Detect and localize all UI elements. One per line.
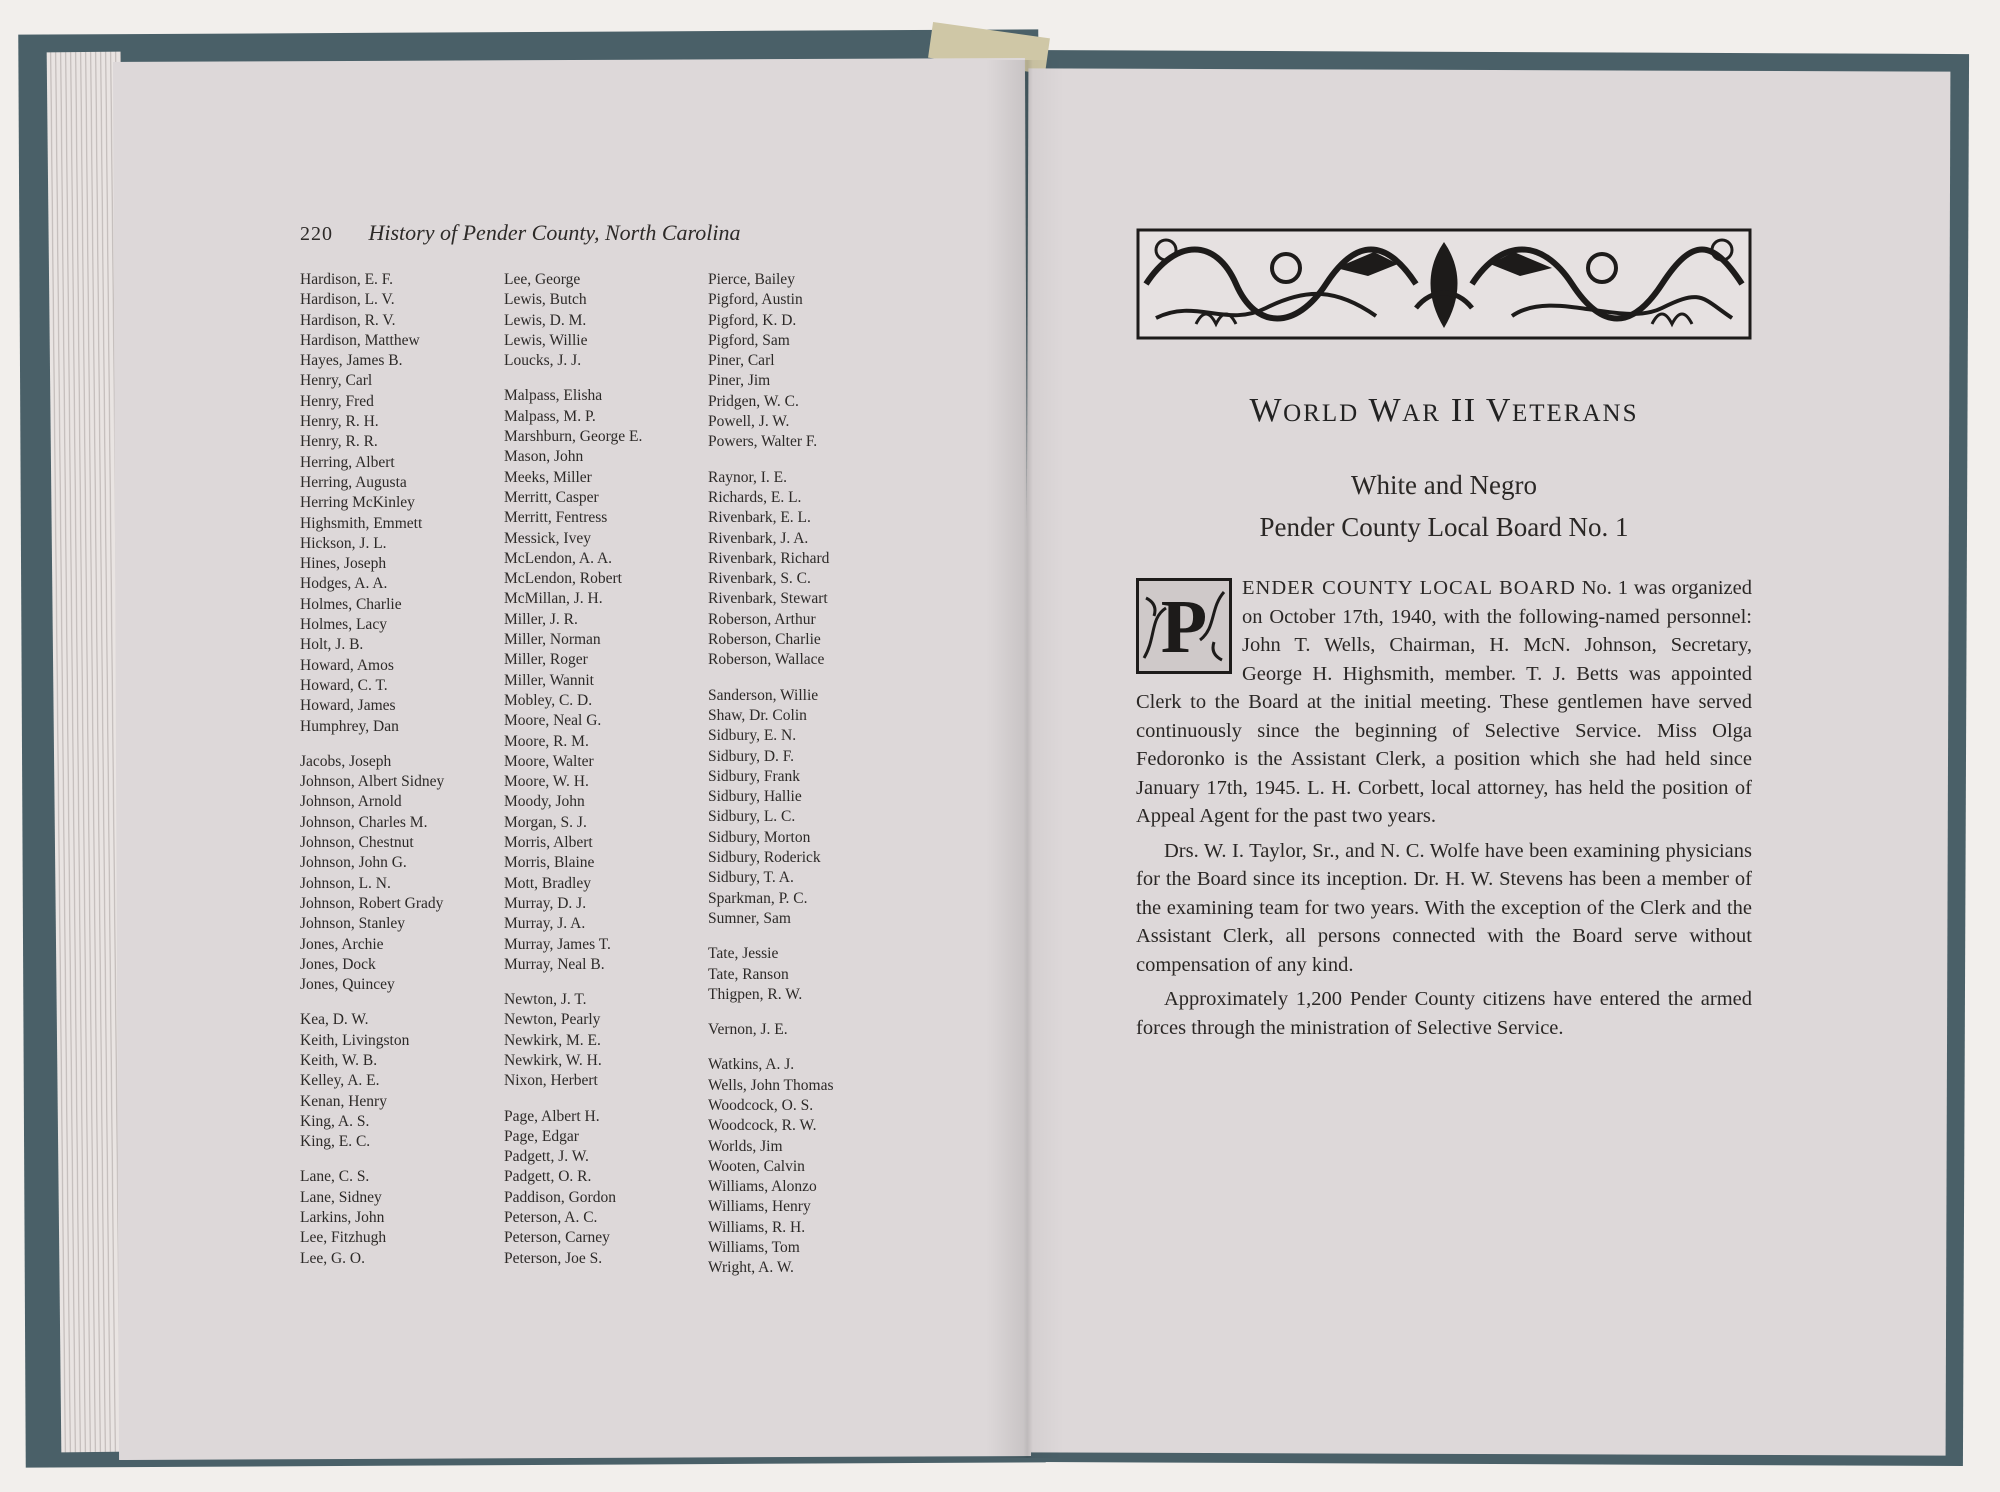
veteran-name: Lee, George <box>504 271 581 288</box>
veteran-name: Johnson, John G. <box>300 854 407 872</box>
chapter-title: WORLD WAR II VETERANS <box>1249 392 1639 429</box>
veteran-name: Malpass, M. P. <box>504 407 596 425</box>
veteran-name: Hardison, E. F. <box>300 271 394 288</box>
veteran-name: Meeks, Miller <box>504 468 592 486</box>
veteran-name: Miller, Roger <box>504 651 588 669</box>
name-column-2 <box>504 270 642 1269</box>
veteran-name: Johnson, Albert Sidney <box>300 773 445 791</box>
veteran-name: Herring, Albert <box>300 453 395 471</box>
veteran-name: Hickson, J. L. <box>300 534 387 552</box>
veteran-name: Mason, John <box>504 448 584 466</box>
veteran-name: Jacobs, Joseph <box>300 752 392 770</box>
veteran-name: Paddison, Gordon <box>504 1188 616 1206</box>
list-gap <box>504 371 642 386</box>
veteran-name: Murray, J. A. <box>504 915 586 933</box>
veteran-name: Murray, James T. <box>504 935 611 953</box>
veteran-name: Merritt, Casper <box>504 488 599 506</box>
veteran-name: Raynor, I. E. <box>708 468 788 486</box>
subtitle-line-1: White and Negro <box>1351 470 1537 500</box>
veteran-name: Sidbury, Morton <box>708 828 811 846</box>
veteran-name: Piner, Carl <box>708 352 775 370</box>
veteran-name: Miller, Norman <box>504 631 601 649</box>
book-gutter <box>986 60 1064 1458</box>
veteran-name: Sidbury, E. N. <box>708 727 797 745</box>
list-gap <box>504 975 642 990</box>
veteran-name: Morris, Blaine <box>504 854 595 872</box>
veteran-name: Mobley, C. D. <box>504 691 593 709</box>
list-gap <box>300 995 444 1010</box>
veteran-name: Henry, Fred <box>300 392 374 410</box>
veteran-name: Sanderson, Willie <box>708 686 819 704</box>
veteran-name: Roberson, Wallace <box>708 651 825 669</box>
veteran-name: Murray, D. J. <box>504 894 587 912</box>
veteran-name: Williams, Alonzo <box>708 1178 817 1196</box>
veteran-name: Pridgen, W. C. <box>708 392 799 410</box>
veteran-name: Henry, R. H. <box>300 413 379 431</box>
veteran-name: Hardison, Matthew <box>300 331 420 349</box>
veteran-name: Johnson, Chestnut <box>300 834 414 852</box>
list-gap <box>708 671 833 686</box>
veteran-name: Hayes, James B. <box>300 352 403 370</box>
veteran-name: Morris, Albert <box>504 834 593 852</box>
veteran-name: Moore, Neal G. <box>504 712 602 730</box>
veteran-name: Wells, John Thomas <box>708 1076 834 1094</box>
veteran-name: Loucks, J. J. <box>504 352 582 370</box>
veteran-name: Pigford, K. D. <box>708 311 797 329</box>
veteran-name: Shaw, Dr. Colin <box>708 706 807 724</box>
veteran-name: Jones, Quincey <box>300 976 395 994</box>
veteran-name: Thigpen, R. W. <box>708 985 803 1003</box>
veteran-name: Padgett, J. W. <box>504 1148 589 1166</box>
veteran-name: Rivenbark, S. C. <box>708 570 811 588</box>
veteran-name: Henry, R. R. <box>300 433 378 451</box>
veteran-name: McLendon, A. A. <box>504 549 613 567</box>
veteran-name: Hardison, L. V. <box>300 291 395 309</box>
list-gap <box>708 929 833 944</box>
veteran-name: Rivenbark, J. A. <box>708 529 809 547</box>
veteran-name: Richards, E. L. <box>708 488 802 506</box>
veteran-name: Hines, Joseph <box>300 555 387 573</box>
veteran-name: Peterson, Joe S. <box>504 1249 603 1267</box>
veteran-name: Williams, R. H. <box>708 1218 806 1236</box>
veteran-name: Page, Albert H. <box>504 1107 600 1125</box>
veteran-name: Roberson, Arthur <box>708 610 816 628</box>
veteran-name: Williams, Tom <box>708 1239 800 1257</box>
veteran-name: Newkirk, W. H. <box>504 1051 602 1069</box>
veteran-name: Rivenbark, Stewart <box>708 590 828 608</box>
veteran-name: Worlds, Jim <box>708 1137 783 1155</box>
list-gap <box>300 737 444 752</box>
veteran-name: Kelley, A. E. <box>300 1072 380 1090</box>
veteran-name: Holmes, Charlie <box>300 595 402 613</box>
veteran-name: Howard, Amos <box>300 656 394 674</box>
veteran-name: Pierce, Bailey <box>708 271 795 288</box>
veteran-name: Vernon, J. E. <box>708 1021 788 1039</box>
list-gap <box>708 1005 833 1020</box>
name-column-1 <box>300 270 444 1269</box>
paragraph-2: Drs. W. I. Taylor, Sr., and N. C. Wolfe have been examining physicians for the Board since its inception. Dr. H. W. Stevens has been a member of the examining team for two years. With the exception of the Clerk and the Assistant Clerk, all persons connected with the Board serve without compensation of any kind. <box>1136 839 1752 976</box>
veteran-name: Highsmith, Emmett <box>300 514 423 532</box>
veteran-name: Lee, Fitzhugh <box>300 1229 387 1247</box>
list-gap <box>708 1040 833 1055</box>
veteran-name: Woodcock, R. W. <box>708 1117 817 1135</box>
veteran-name: Kenan, Henry <box>300 1092 387 1110</box>
list-gap <box>708 453 833 468</box>
ornamental-header-band <box>1136 228 1752 340</box>
veteran-name: Newton, J. T. <box>504 991 587 1009</box>
page-number: 220 <box>300 223 333 245</box>
veteran-name: Humphrey, Dan <box>300 717 399 735</box>
veteran-name: Herring, Augusta <box>300 473 407 491</box>
veteran-name: Rivenbark, E. L. <box>708 509 811 527</box>
decorative-initial-p <box>1136 578 1232 674</box>
veteran-name: Marshburn, George E. <box>504 428 643 446</box>
veteran-name: Hardison, R. V. <box>300 311 396 329</box>
veteran-name: Messick, Ivey <box>504 529 591 547</box>
list-gap <box>504 1092 642 1107</box>
veteran-name: Howard, James <box>300 697 396 715</box>
veteran-name: Sparkman, P. C. <box>708 889 808 907</box>
veteran-name: Jones, Archie <box>300 935 384 953</box>
veteran-name: Howard, C. T. <box>300 676 388 694</box>
veteran-name: Sidbury, Roderick <box>708 849 821 867</box>
veteran-name: Roberson, Charlie <box>708 631 821 649</box>
running-head <box>300 220 740 246</box>
veteran-name: Rivenbark, Richard <box>708 549 830 567</box>
veteran-name: Sidbury, L. C. <box>708 808 796 826</box>
veteran-name: Johnson, Robert Grady <box>300 894 444 912</box>
veteran-name: Miller, J. R. <box>504 610 578 628</box>
veteran-name: King, E. C. <box>300 1133 371 1151</box>
paragraph-3: Approximately 1,200 Pender County citizens have entered the armed forces through the ministration of Selective Service. <box>1136 988 1752 1039</box>
veteran-name: Murray, Neal B. <box>504 955 605 973</box>
veteran-name: Pigford, Sam <box>708 331 790 349</box>
veteran-name: Lewis, Butch <box>504 291 587 309</box>
veteran-name: Newton, Pearly <box>504 1011 601 1029</box>
veteran-name: Herring McKinley <box>300 494 415 512</box>
veteran-name: McLendon, Robert <box>504 570 622 588</box>
veteran-name: Henry, Carl <box>300 372 373 390</box>
veteran-name: Watkins, A. J. <box>708 1056 795 1074</box>
veteran-name: Williams, Henry <box>708 1198 811 1216</box>
veteran-name: Lewis, D. M. <box>504 311 587 329</box>
veteran-name: Johnson, Arnold <box>300 793 402 811</box>
veteran-name: King, A. S. <box>300 1112 370 1130</box>
veteran-name: Wright, A. W. <box>708 1259 794 1277</box>
veteran-name: Moore, Walter <box>504 752 594 770</box>
running-title: History of Pender County, North Carolina <box>368 220 741 245</box>
veteran-name: Hodges, A. A. <box>300 575 388 593</box>
veteran-name: Johnson, Charles M. <box>300 813 428 831</box>
veteran-name: Morgan, S. J. <box>504 813 587 831</box>
veteran-name: Moody, John <box>504 793 585 811</box>
veteran-name: McMillan, J. H. <box>504 590 603 608</box>
veteran-name: Larkins, John <box>300 1209 385 1227</box>
veteran-name: Newkirk, M. E. <box>504 1031 601 1049</box>
veteran-name: Tate, Jessie <box>708 945 779 963</box>
veteran-name: Moore, R. M. <box>504 732 589 750</box>
veteran-name: Mott, Bradley <box>504 874 591 892</box>
veteran-name: Merritt, Fentress <box>504 509 608 527</box>
veteran-name: Peterson, A. C. <box>504 1209 598 1227</box>
veteran-name: Jones, Dock <box>300 955 376 973</box>
veteran-name: Powers, Walter F. <box>708 433 818 451</box>
veteran-name: Nixon, Herbert <box>504 1072 598 1090</box>
veteran-name: Page, Edgar <box>504 1127 579 1145</box>
veteran-name: Lewis, Willie <box>504 331 588 349</box>
name-column-3 <box>708 270 833 1279</box>
veteran-name: Piner, Jim <box>708 372 771 390</box>
veteran-name: Holt, J. B. <box>300 636 364 654</box>
veteran-name: Wooten, Calvin <box>708 1157 805 1175</box>
veteran-name: Sidbury, Hallie <box>708 788 802 806</box>
veteran-name: Moore, W. H. <box>504 773 589 791</box>
veteran-name: Keith, Livingston <box>300 1031 410 1049</box>
list-gap <box>300 1152 444 1167</box>
veteran-name: Sumner, Sam <box>708 909 791 927</box>
veteran-name: Miller, Wannit <box>504 671 594 689</box>
veteran-name: Holmes, Lacy <box>300 616 387 634</box>
veteran-name: Johnson, L. N. <box>300 874 391 892</box>
veteran-name: Peterson, Carney <box>504 1229 610 1247</box>
veteran-name: Keith, W. B. <box>300 1051 378 1069</box>
veteran-name: Lee, G. O. <box>300 1249 365 1267</box>
svg-text:P: P <box>1160 585 1208 669</box>
veteran-name: Pigford, Austin <box>708 291 803 309</box>
veteran-name: Woodcock, O. S. <box>708 1096 814 1114</box>
veteran-name: Sidbury, Frank <box>708 767 800 785</box>
veteran-name: Kea, D. W. <box>300 1011 369 1029</box>
veteran-name: Powell, J. W. <box>708 413 790 431</box>
veteran-name: Lane, Sidney <box>300 1188 382 1206</box>
article-body <box>1136 574 1752 1048</box>
paragraph-1: P ENDER COUNTY LOCAL BOARD No. 1 was organized on October 17th, 1940, with the following-named personnel: John T. Wells, Chairman, H. McN. Johnson, Secretary, George H. Highsmith, member. T. J. Betts was appointed Clerk to the Board at the initial meeting. These gentlemen have served continuously since the beginning of Selective Service. Miss Olga Fedoronko is the Assistant Clerk, a position which she had held since January 17th, 1945. L. H. Corbett, local attorney, has held the position of Appeal Agent for the past two years. <box>1136 577 1752 827</box>
veteran-name: Lane, C. S. <box>300 1168 370 1186</box>
veteran-name: Tate, Ranson <box>708 965 789 983</box>
veteran-name: Johnson, Stanley <box>300 915 406 933</box>
veteran-name: Sidbury, D. F. <box>708 747 795 765</box>
subtitle-line-2: Pender County Local Board No. 1 <box>1259 512 1629 542</box>
veteran-name: Malpass, Elisha <box>504 387 603 405</box>
veteran-name: Sidbury, T. A. <box>708 869 794 887</box>
veteran-name: Padgett, O. R. <box>504 1168 592 1186</box>
